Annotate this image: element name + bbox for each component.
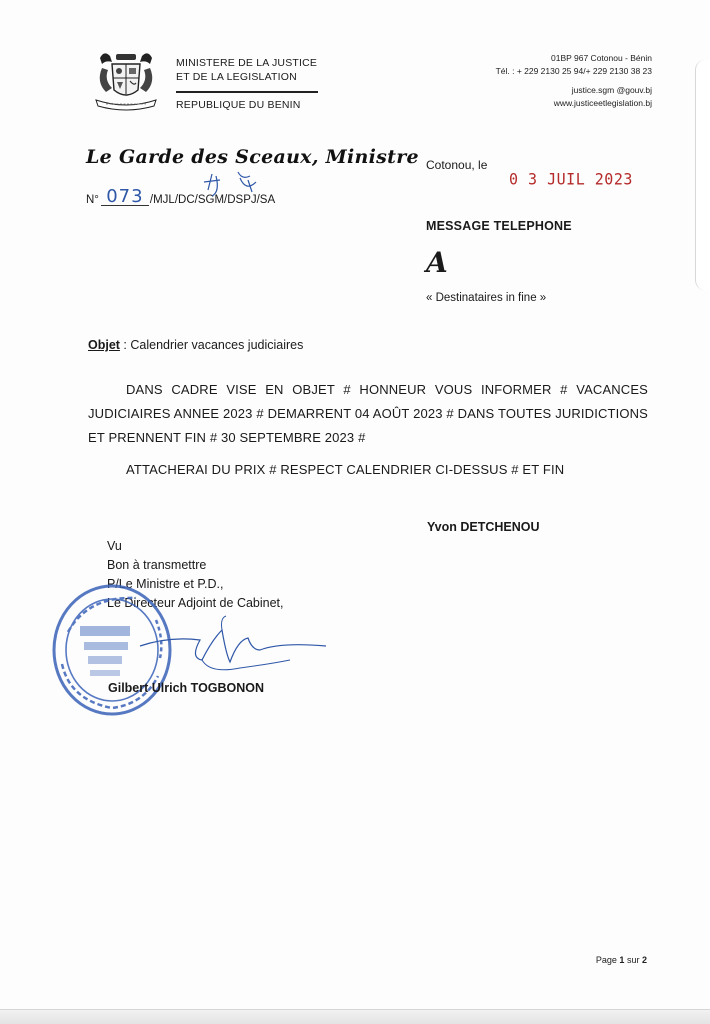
signatory-name: Yvon DETCHENOU <box>427 520 540 534</box>
initials-scribble-icon <box>198 170 278 200</box>
reference-prefix: N° <box>86 194 99 206</box>
ministry-block <box>176 56 318 112</box>
page-edge <box>0 1009 710 1024</box>
reference-number: 073 <box>101 188 149 206</box>
page-label: Page <box>595 955 617 965</box>
city-label: Cotonou, le <box>426 158 488 172</box>
body-paragraph: DANS CADRE VISE EN OBJET # HONNEUR VOUS INFORMER # VACANCES JUDICIAIRES ANNEE 2023 # DEMARRENT 04 AOÛT 2023 # DANS TOUTES JURIDICTIONS ET PRENNENT FIN # 30 SEPTEMBRE 2023 # <box>88 382 648 445</box>
deputy-director-name: Gilbert Ulrich TOGBONON <box>108 681 265 695</box>
contact-block <box>432 52 652 110</box>
addressee-letter: A <box>426 246 448 279</box>
page-current: 1 <box>619 955 625 965</box>
email-address: justice.sgm @gouv.bj <box>571 85 652 95</box>
page-edge <box>695 60 710 290</box>
subject-text: Calendrier vacances judiciaires <box>130 338 304 352</box>
republic-name: REPUBLIQUE DU BENIN <box>176 99 301 111</box>
subject-line <box>88 338 303 352</box>
subject-separator: : <box>119 338 131 352</box>
approval-seen: Vu <box>107 539 122 553</box>
date-stamp: 0 3 JUIL 2023 <box>509 169 633 189</box>
subject-label: Objet <box>88 338 120 352</box>
reference-code: /MJL/DC/SGM/DSPJ/SA <box>149 194 276 206</box>
message-type: MESSAGE TELEPHONE <box>426 219 572 233</box>
body-paragraph: ATTACHERAI DU PRIX # RESPECT CALENDRIER CI-DESSUS # ET FIN <box>126 462 565 477</box>
approval-transmit: Bon à transmettre <box>107 558 207 572</box>
website: www.justiceetlegislation.bj <box>553 98 652 108</box>
page-separator: sur <box>626 955 640 965</box>
message-body <box>88 378 648 482</box>
phone-numbers: Tél. : + 229 2130 25 94/+ 229 2130 38 23 <box>495 66 652 76</box>
signature-icon <box>130 610 330 680</box>
ministry-name-line2: ET DE LA LEGISLATION <box>176 71 297 83</box>
divider <box>176 91 318 93</box>
coat-of-arms-icon <box>90 48 162 112</box>
recipients: « Destinataires in fine » <box>426 292 547 304</box>
approval-role: Le Directeur Adjoint de Cabinet, <box>107 596 284 610</box>
page-number <box>596 955 647 965</box>
page-total: 2 <box>641 955 647 965</box>
ministry-name-line1: MINISTERE DE LA JUSTICE <box>176 57 318 69</box>
postal-address: 01BP 967 Cotonou - Bénin <box>551 53 652 63</box>
minister-title: Le Garde des Sceaux, Ministre <box>86 146 419 168</box>
approval-on-behalf: P/Le Ministre et P.D., <box>107 577 224 591</box>
